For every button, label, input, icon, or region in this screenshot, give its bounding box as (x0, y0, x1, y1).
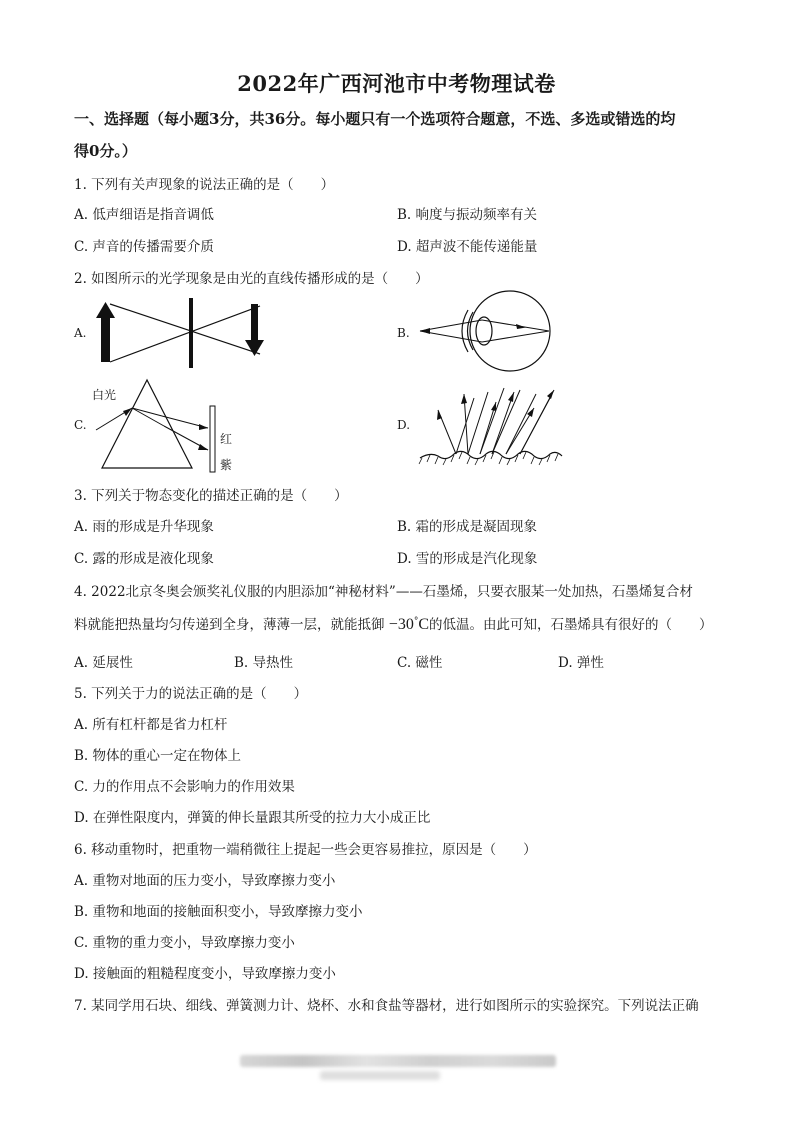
q6-option-b: B. 重物和地面的接触面积变小，导致摩擦力变小 (74, 904, 363, 920)
red-light-label: 红 (220, 432, 233, 446)
q2-option-d-label: D. (397, 418, 411, 432)
q2-option-a-label: A. (74, 326, 87, 340)
blurred-footer-watermark-2 (320, 1071, 440, 1080)
q4-option-d: D. 弹性 (558, 655, 604, 671)
q4-temperature-value: −30 (388, 616, 414, 633)
q3-option-d: D. 雪的形成是汽化现象 (397, 551, 538, 567)
question-4-stem-cont (74, 613, 713, 634)
section-heading: 一、选择题（每小题3分，共36分。每小题只有一个选项符合题意，不选、多选或错选的均 (74, 110, 676, 128)
q5-option-a: A. 所有杠杆都是省力杠杆 (74, 717, 228, 733)
q6-option-d: D. 接触面的粗糙程度变小，导致摩擦力变小 (74, 966, 336, 982)
question-7-stem: 7. 某同学用石块、细线、弹簧测力计、烧杯、水和食盐等器材，进行如图所示的实验探究。下列说法正确 (74, 998, 699, 1014)
question-4-stem: 4. 2022北京冬奥会颁奖礼仪服的内胆添加“神秘材料”——石墨烯，只要衣服某一处加热，石墨烯复合材 (74, 584, 693, 600)
question-3-stem: 3. 下列关于物态变化的描述正确的是（ ） (74, 488, 348, 504)
section-heading-cont: 得0分。） (74, 142, 137, 160)
q2-option-c-label: C. (74, 418, 87, 432)
q5-option-d: D. 在弹性限度内，弹簧的伸长量跟其所受的拉力大小成正比 (74, 810, 431, 826)
q1-option-d: D. 超声波不能传递能量 (397, 239, 538, 255)
page-title: 2022年广西河池市中考物理试卷 (237, 71, 556, 96)
eye-lens-diagram (416, 290, 556, 372)
q4-option-b: B. 导热性 (234, 655, 294, 671)
q2-option-b-label: B. (397, 326, 410, 340)
diffuse-reflection-diagram (416, 378, 566, 466)
q4-degree-sign: ° (413, 616, 419, 627)
q4-temperature-unit: C (418, 616, 429, 633)
pinhole-imaging-diagram (92, 294, 272, 370)
q3-option-a: A. 雨的形成是升华现象 (74, 519, 214, 535)
q5-option-b: B. 物体的重心一定在物体上 (74, 748, 242, 764)
q6-option-c: C. 重物的重力变小，导致摩擦力变小 (74, 935, 295, 951)
q1-option-c: C. 声音的传播需要介质 (74, 239, 214, 255)
blurred-footer-watermark (240, 1055, 556, 1067)
q6-option-a: A. 重物对地面的压力变小，导致摩擦力变小 (74, 873, 336, 889)
q4-option-a: A. 延展性 (74, 655, 133, 671)
purple-light-label: 紫 (220, 458, 233, 472)
white-light-label: 白光 (92, 388, 117, 402)
question-2-stem: 2. 如图所示的光学现象是由光的直线传播形成的是（ ） (74, 271, 429, 287)
q3-option-b: B. 霜的形成是凝固现象 (397, 519, 538, 535)
q1-option-a: A. 低声细语是指音调低 (74, 207, 214, 223)
question-5-stem: 5. 下列关于力的说法正确的是（ ） (74, 686, 308, 702)
q4-option-c: C. 磁性 (397, 655, 443, 671)
question-6-stem: 6. 移动重物时，把重物一端稍微往上提起一些会更容易推拉，原因是（ ） (74, 842, 537, 858)
q3-option-c: C. 露的形成是液化现象 (74, 551, 214, 567)
question-1-stem: 1. 下列有关声现象的说法正确的是（ ） (74, 177, 335, 193)
q1-option-b: B. 响度与振动频率有关 (397, 207, 538, 223)
q4-text-post: 的低温。由此可知，石墨烯具有很好的（ ） (429, 617, 713, 633)
q5-option-c: C. 力的作用点不会影响力的作用效果 (74, 779, 295, 795)
q4-text-pre: 料就能把热量均匀传递到全身，薄薄一层，就能抵御 (74, 617, 385, 633)
